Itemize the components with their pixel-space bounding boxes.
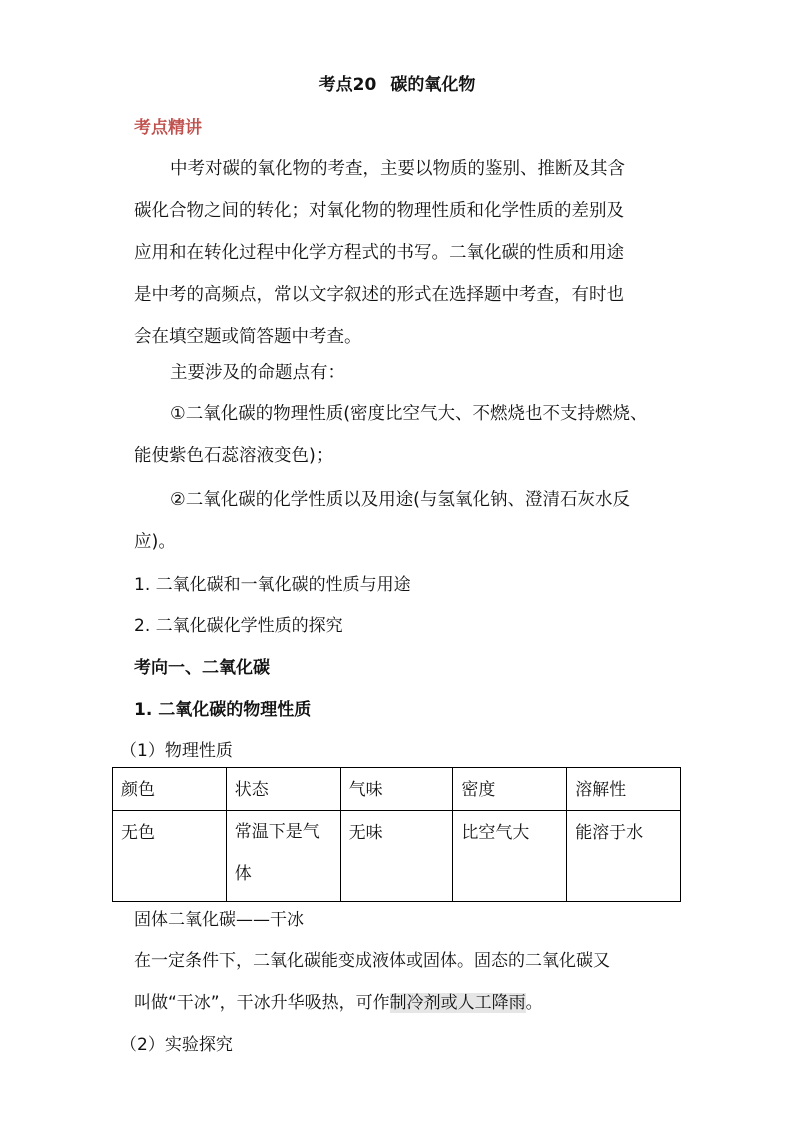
table-header-cell: 状态 — [226, 768, 340, 811]
point-1-line: ①二氧化碳的物理性质(密度比空气大、不燃烧也不支持燃烧、 — [170, 404, 648, 424]
table-cell: 比空气大 — [453, 811, 567, 902]
intro-line: 会在填空题或简答题中考查。 — [134, 327, 362, 347]
highlighted-text: 制冷剂或人工降雨 — [389, 993, 526, 1013]
intro-line: 应用和在转化过程中化学方程式的书写。二氧化碳的性质和用途 — [134, 243, 624, 263]
title-text: 碳的氧化物 — [390, 75, 476, 95]
dry-ice-heading: 固体二氧化碳——干冰 — [134, 910, 304, 930]
intro-line: 碳化合物之间的转化；对氧化物的物理性质和化学性质的差别及 — [134, 201, 624, 221]
table-header-cell: 密度 — [453, 768, 567, 811]
dry-ice-text: 叫做“干冰”，干冰升华吸热，可作 — [134, 993, 390, 1013]
dry-ice-line-1: 在一定条件下，二氧化碳能变成液体或固体。固态的二氧化碳又 — [134, 951, 610, 971]
point-2-line: 应)。 — [134, 532, 176, 552]
points-intro: 主要涉及的命题点有： — [170, 363, 345, 383]
list-item-1: 1. 二氧化碳和一氧化碳的性质与用途 — [134, 575, 411, 595]
properties-table — [112, 767, 681, 902]
table-header-row — [113, 768, 681, 811]
title-number: 考点20 — [318, 75, 377, 95]
point-2-line: ②二氧化碳的化学性质以及用途(与氢氧化钠、澄清石灰水反 — [170, 490, 631, 510]
direction-heading: 考向一、二氧化碳 — [134, 658, 270, 678]
subheading-physical-properties: 1. 二氧化碳的物理性质 — [134, 700, 312, 720]
dry-ice-line-2 — [134, 988, 694, 1013]
table-cell: 无味 — [340, 811, 453, 902]
intro-line: 是中考的高频点，常以文字叙述的形式在选择题中考查，有时也 — [134, 285, 624, 305]
table-header-cell: 溶解性 — [567, 768, 681, 811]
table-header-cell: 颜色 — [113, 768, 227, 811]
section-heading: 考点精讲 — [134, 118, 202, 138]
table-cell: 常温下是气体 — [226, 811, 340, 902]
table-cell: 无色 — [113, 811, 227, 902]
table-header-cell: 气味 — [340, 768, 453, 811]
dry-ice-end: 。 — [525, 993, 543, 1013]
intro-paragraph — [134, 148, 674, 358]
point-1 — [134, 393, 674, 477]
table-row — [113, 811, 681, 902]
point-2 — [134, 479, 674, 563]
subsub-heading-2: （2）实验探究 — [120, 1035, 233, 1055]
intro-line: 中考对碳的氧化物的考查，主要以物质的鉴别、推断及其含 — [170, 159, 625, 179]
point-1-line: 能使紫色石蕊溶液变色)； — [134, 446, 334, 466]
subsub-heading-1: （1）物理性质 — [120, 741, 233, 761]
table-cell: 能溶于水 — [567, 811, 681, 902]
list-item-2: 2. 二氧化碳化学性质的探究 — [134, 616, 343, 636]
page-title — [0, 70, 794, 95]
